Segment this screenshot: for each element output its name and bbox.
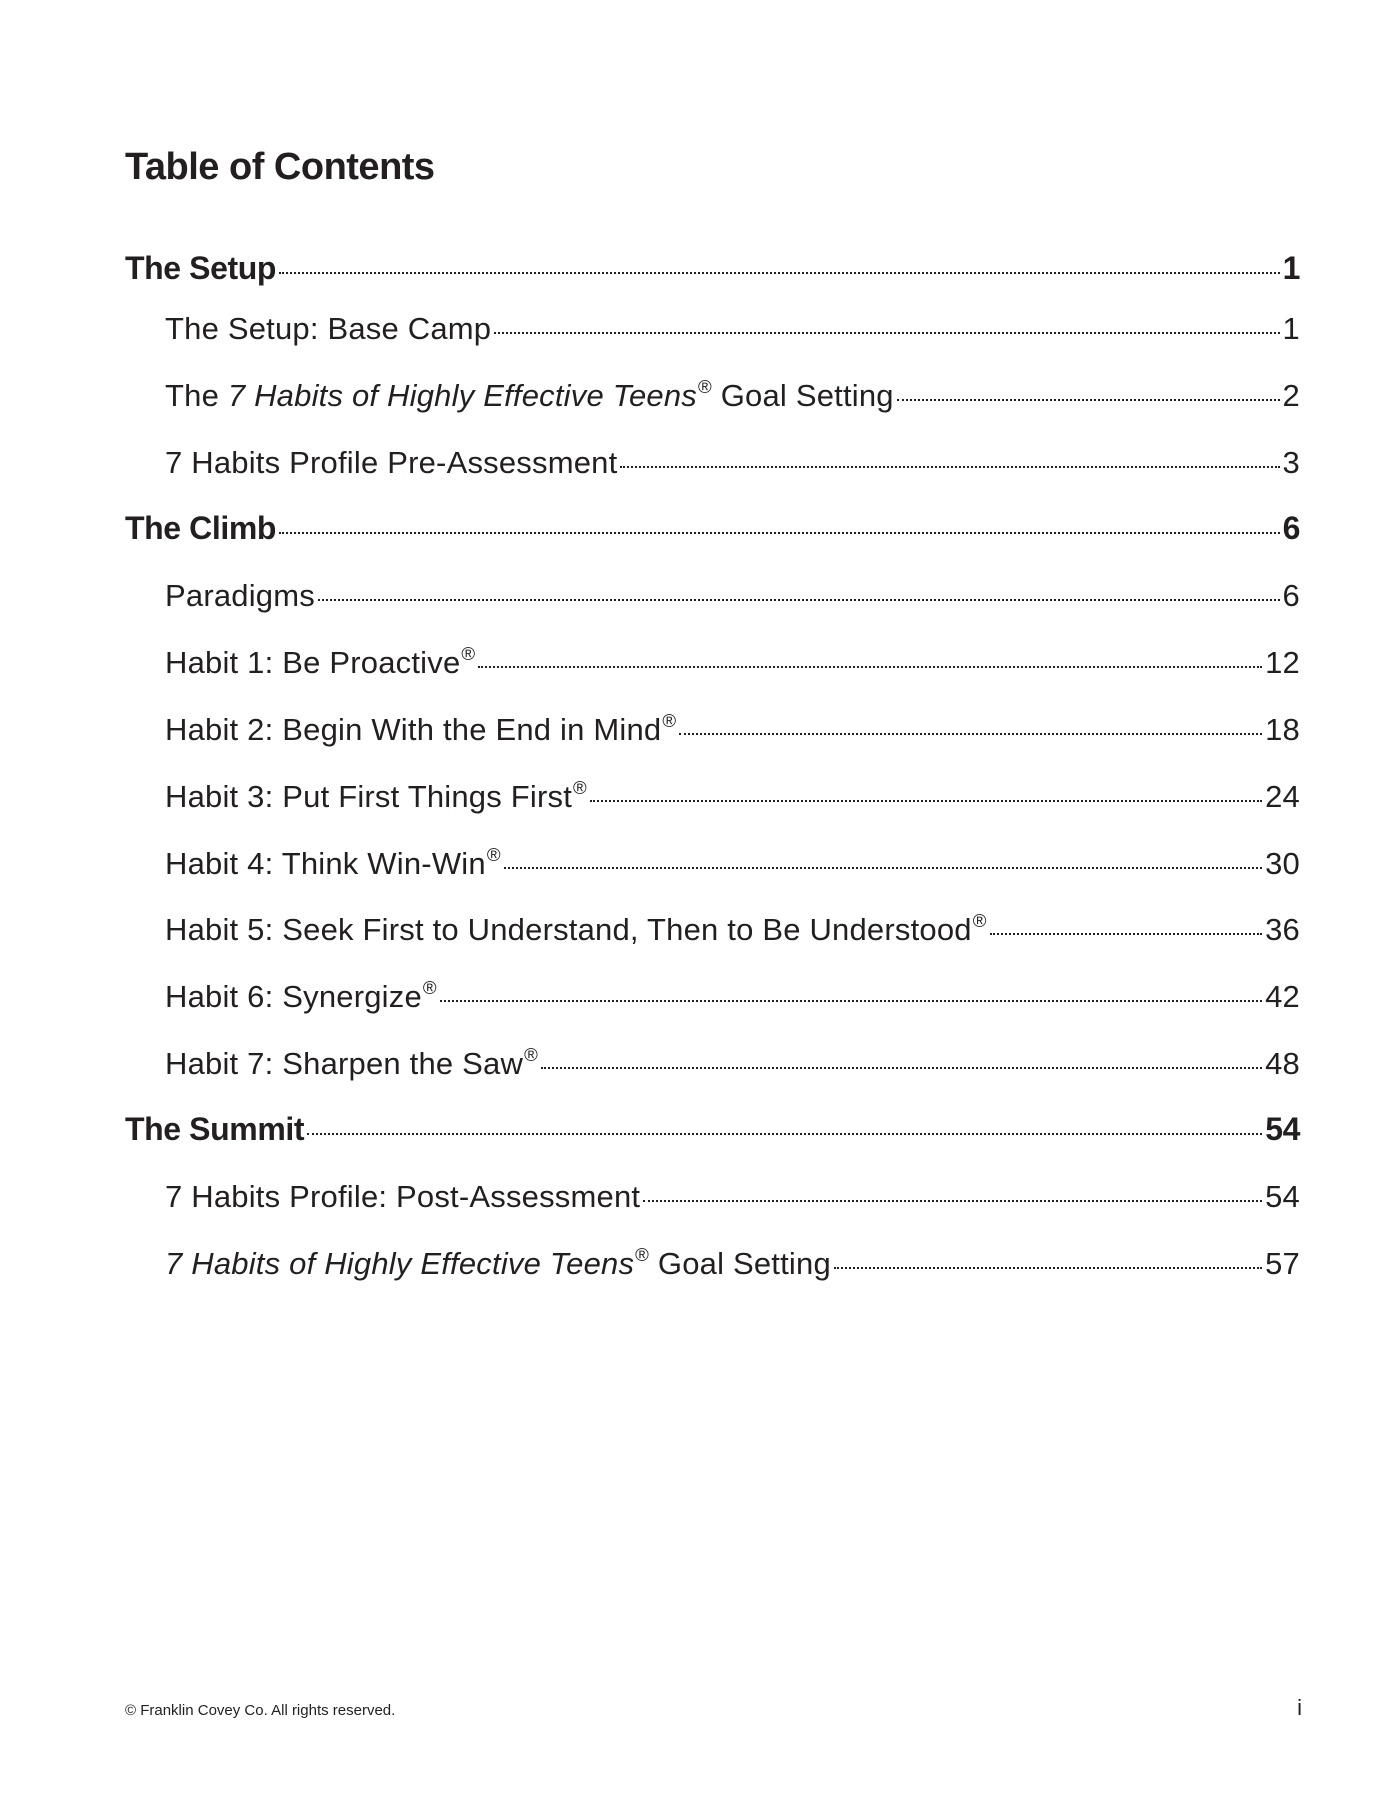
toc-entry-label: The Climb xyxy=(125,510,277,546)
registered-mark: ® xyxy=(972,909,987,931)
label-text: Habit 7: Sharpen the Saw xyxy=(165,1046,524,1081)
dot-leader xyxy=(990,933,1262,935)
registered-mark: ® xyxy=(422,976,437,998)
toc-entry-label xyxy=(165,642,476,681)
toc-page-number: 48 xyxy=(1265,1046,1300,1081)
toc-page-number: 30 xyxy=(1265,846,1300,881)
registered-mark: ® xyxy=(698,375,712,397)
toc-entry-habit-1[interactable] xyxy=(165,642,1300,681)
toc-entry-pre-assessment[interactable] xyxy=(165,445,1300,481)
toc-entry-label: Paradigms xyxy=(165,578,315,613)
dot-leader xyxy=(643,1200,1262,1202)
toc-entry-label: The Summit xyxy=(125,1111,305,1147)
registered-mark: ® xyxy=(635,1243,650,1265)
toc-entry-label xyxy=(165,843,501,882)
toc-entry-label: The Setup xyxy=(125,250,277,286)
dot-leader xyxy=(834,1267,1262,1269)
toc-page-number: 2 xyxy=(1282,378,1300,413)
dot-leader xyxy=(897,399,1280,401)
toc-page-number: 1 xyxy=(1282,250,1300,286)
toc-entry-label xyxy=(165,375,894,414)
toc-page-number: 6 xyxy=(1282,510,1300,546)
dot-leader xyxy=(478,666,1262,668)
registered-mark: ® xyxy=(524,1043,538,1065)
label-text: Habit 6: Synergize xyxy=(165,979,422,1014)
toc-entry-setup-base-camp[interactable] xyxy=(165,311,1300,347)
toc-entry-post-assessment[interactable] xyxy=(165,1179,1300,1215)
toc-entry-habit-3[interactable] xyxy=(165,776,1300,815)
toc-entry-label xyxy=(165,709,677,748)
toc-entry-habit-2[interactable] xyxy=(165,709,1300,748)
dot-leader xyxy=(318,599,1280,601)
toc-page-number: 36 xyxy=(1265,912,1300,947)
toc-entry-paradigms[interactable] xyxy=(165,578,1300,614)
toc-entry-label xyxy=(165,1043,538,1082)
toc-entry-label xyxy=(165,976,437,1015)
registered-mark: ® xyxy=(573,776,587,798)
registered-mark: ® xyxy=(461,642,476,664)
toc-entry-label xyxy=(165,1243,831,1282)
dot-leader xyxy=(620,466,1279,468)
dot-leader xyxy=(279,272,1280,274)
dot-leader xyxy=(440,1000,1262,1002)
label-text: Habit 2: Begin With the End in Mind xyxy=(165,712,662,747)
page-title: Table of Contents xyxy=(125,146,435,188)
toc-entry-label: 7 Habits Profile Pre-Assessment xyxy=(165,445,618,480)
toc-section-the-setup[interactable] xyxy=(125,250,1300,287)
footer-page-number: i xyxy=(1297,1695,1302,1720)
registered-mark: ® xyxy=(662,709,677,731)
toc-entry-habit-7[interactable] xyxy=(165,1043,1300,1082)
toc-entry-label xyxy=(165,909,987,948)
toc-page-number: 42 xyxy=(1265,979,1300,1014)
toc-page-number: 1 xyxy=(1282,311,1300,346)
toc-entry-habit-5[interactable] xyxy=(165,909,1300,948)
toc-page-number: 3 xyxy=(1282,445,1300,480)
dot-leader xyxy=(590,800,1262,802)
label-suffix: Goal Setting xyxy=(649,1246,831,1281)
toc-page-number: 12 xyxy=(1265,645,1300,680)
dot-leader xyxy=(494,332,1279,334)
toc-entry-habit-4[interactable] xyxy=(165,843,1300,882)
toc-section-the-climb[interactable] xyxy=(125,510,1300,547)
dot-leader xyxy=(279,532,1280,534)
toc-entry-goal-setting-post[interactable] xyxy=(165,1243,1300,1282)
toc-page-number: 18 xyxy=(1265,712,1300,747)
label-text: Habit 5: Seek First to Understand, Then to Be Understood xyxy=(165,912,972,947)
book-title: 7 Habits of Highly Effective Teens xyxy=(227,378,698,413)
toc-entry-label xyxy=(165,776,587,815)
registered-mark: ® xyxy=(486,843,501,865)
label-prefix: The xyxy=(165,378,228,413)
toc-page-number: 6 xyxy=(1282,578,1300,613)
label-text: Habit 1: Be Proactive xyxy=(165,645,461,680)
dot-leader xyxy=(504,867,1262,869)
dot-leader xyxy=(307,1133,1262,1135)
toc-entry-habit-6[interactable] xyxy=(165,976,1300,1015)
label-suffix: Goal Setting xyxy=(711,378,894,413)
footer-copyright: © Franklin Covey Co. All rights reserved. xyxy=(125,1702,396,1719)
toc-page-number: 54 xyxy=(1265,1179,1300,1214)
toc-section-the-summit[interactable] xyxy=(125,1111,1300,1148)
dot-leader xyxy=(679,733,1262,735)
toc-entry-label: The Setup: Base Camp xyxy=(165,311,492,346)
book-title: 7 Habits of Highly Effective Teens xyxy=(165,1246,635,1281)
toc-entry-label: 7 Habits Profile: Post-Assessment xyxy=(165,1179,641,1214)
label-text: Habit 3: Put First Things First xyxy=(165,779,573,814)
label-text: Habit 4: Think Win-Win xyxy=(165,846,486,881)
toc-page-number: 54 xyxy=(1265,1111,1300,1147)
toc-page-number: 24 xyxy=(1265,779,1300,814)
toc-page-number: 57 xyxy=(1265,1246,1300,1281)
toc-entry-goal-setting-pre[interactable] xyxy=(165,375,1300,414)
dot-leader xyxy=(541,1067,1262,1069)
